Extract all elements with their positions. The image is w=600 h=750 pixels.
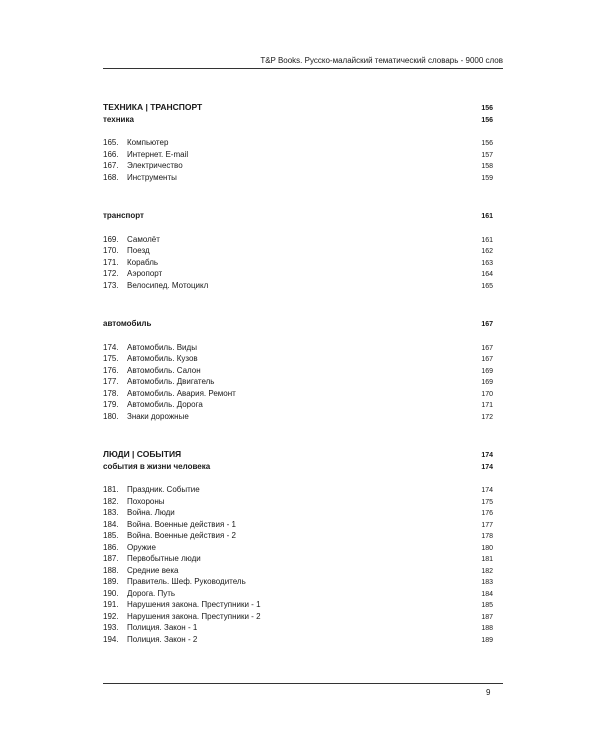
toc-entry-label — [103, 519, 236, 531]
entry-page: 156 — [481, 140, 493, 147]
toc-entry[interactable] — [103, 530, 493, 542]
toc-entry-label — [103, 622, 197, 634]
toc-entry[interactable] — [103, 172, 493, 184]
entry-page: 177 — [481, 521, 493, 529]
subsection-title: события в жизни человека — [103, 461, 211, 471]
toc-category-heading[interactable] — [103, 449, 493, 461]
toc-entry[interactable] — [103, 588, 493, 600]
toc-section — [103, 210, 493, 291]
toc-entry-label — [103, 576, 246, 588]
entry-page: 171 — [481, 402, 493, 409]
entry-title: Корабль — [127, 257, 159, 267]
toc-entry[interactable] — [103, 280, 493, 292]
subsection-page: 161 — [481, 213, 493, 220]
toc-entry-label — [103, 353, 198, 365]
entry-number: 185. — [103, 531, 119, 540]
entry-title: Компьютер — [127, 138, 169, 147]
entry-title: Электричество — [127, 161, 183, 170]
entry-number: 191. — [103, 600, 119, 609]
entry-number: 172. — [103, 269, 119, 278]
entry-title: Правитель. Шеф. Руководитель — [127, 577, 246, 586]
entry-number: 168. — [103, 172, 119, 182]
entry-title: Нарушения закона. Преступники - 1 — [127, 600, 261, 609]
entry-page: 159 — [481, 174, 493, 182]
running-header: T&P Books. Русско-малайский тематический словарь - 9000 слов — [260, 56, 503, 65]
entry-title: Война. Люди — [127, 508, 175, 517]
entry-title: Интернет. E-mail — [127, 149, 189, 159]
entry-number: 186. — [103, 542, 119, 552]
toc-entry[interactable] — [103, 365, 493, 377]
toc-entry-label — [103, 588, 175, 600]
toc-subsection-heading[interactable] — [103, 210, 493, 222]
entry-title: Автомобиль. Салон — [127, 365, 201, 375]
entry-title: Первобытные люди — [127, 554, 201, 563]
toc-entry-label — [103, 553, 201, 565]
page-number: 9 — [486, 688, 491, 697]
toc-entry-label — [103, 137, 168, 149]
toc-entry-label — [103, 496, 165, 508]
toc-entry[interactable] — [103, 376, 493, 388]
entry-page: 176 — [481, 510, 493, 517]
entry-number: 174. — [103, 342, 119, 352]
entry-page: 167 — [481, 356, 493, 363]
toc-entry[interactable] — [103, 342, 493, 354]
entry-page: 161 — [481, 236, 493, 244]
entry-title: Полиция. Закон - 1 — [127, 623, 198, 632]
entry-title: Автомобиль. Двигатель — [127, 377, 215, 386]
toc-entry[interactable] — [103, 599, 493, 611]
entry-number: 179. — [103, 400, 119, 409]
toc-entry-label — [103, 234, 160, 246]
toc-entry-label — [103, 411, 189, 423]
subsection-page: 156 — [481, 116, 493, 124]
header-rule — [103, 68, 503, 69]
toc-entry-label — [103, 376, 214, 388]
entry-number: 176. — [103, 365, 119, 375]
toc-entry-label — [103, 280, 208, 292]
entry-title: Автомобиль. Авария. Ремонт — [127, 388, 236, 398]
entry-page: 189 — [481, 636, 493, 644]
toc-entry-label — [103, 542, 156, 554]
entry-number: 180. — [103, 411, 119, 421]
toc-entry-label — [103, 365, 201, 377]
toc-entry-label — [103, 268, 162, 280]
toc-entry[interactable] — [103, 388, 493, 400]
toc-entry-label — [103, 599, 261, 611]
toc-entry[interactable] — [103, 507, 493, 519]
toc-category-heading[interactable] — [103, 102, 493, 114]
toc-entry-label — [103, 507, 175, 519]
entry-title: Инструменты — [127, 172, 177, 182]
category-page: 156 — [481, 105, 493, 112]
entry-page: 188 — [481, 625, 493, 632]
entry-number: 173. — [103, 280, 119, 290]
toc-entry[interactable] — [103, 353, 493, 365]
entry-title: Дорога. Путь — [127, 588, 176, 598]
toc-entry[interactable] — [103, 576, 493, 588]
toc-entry-label — [103, 399, 203, 411]
entry-number: 181. — [103, 485, 119, 494]
entry-title: Велосипед. Мотоцикл — [127, 280, 209, 290]
toc-entry-label — [103, 530, 236, 542]
toc-entry[interactable] — [103, 411, 493, 423]
entry-page: 175 — [481, 498, 493, 506]
toc-entry[interactable] — [103, 399, 493, 411]
spacer — [103, 125, 493, 137]
toc-entry-label — [103, 565, 178, 577]
entry-page: 181 — [481, 556, 493, 563]
entry-number: 166. — [103, 149, 119, 159]
entry-title: Знаки дорожные — [127, 411, 189, 421]
entry-title: Автомобиль. Дорога — [127, 400, 203, 409]
toc-subsection-heading[interactable] — [103, 114, 493, 126]
entry-page: 162 — [481, 248, 493, 255]
entry-title: Автомобиль. Кузов — [127, 354, 198, 363]
category-page: 174 — [481, 452, 493, 459]
subsection-title: транспорт — [103, 211, 144, 220]
toc-entry[interactable] — [103, 268, 493, 280]
toc-entry[interactable] — [103, 496, 493, 508]
toc-entry-label — [103, 611, 261, 623]
entry-page: 187 — [481, 613, 493, 621]
toc-entry[interactable] — [103, 137, 493, 149]
toc-entry[interactable] — [103, 622, 493, 634]
footer-rule — [103, 683, 503, 684]
entry-page: 182 — [481, 567, 493, 575]
toc-entry[interactable] — [103, 565, 493, 577]
entry-page: 163 — [481, 259, 493, 267]
entry-number: 192. — [103, 611, 119, 621]
toc-entry[interactable] — [103, 519, 493, 531]
toc-entry[interactable] — [103, 234, 493, 246]
toc-entry-label — [103, 634, 197, 646]
toc-entry[interactable] — [103, 553, 493, 565]
entry-page: 185 — [481, 602, 493, 609]
toc-entry-label — [103, 388, 236, 400]
toc-section — [103, 102, 493, 183]
entry-number: 178. — [103, 388, 119, 398]
entry-title: Похороны — [127, 496, 165, 506]
entry-title: Средние века — [127, 565, 179, 575]
toc-entry[interactable] — [103, 257, 493, 269]
entry-title: Полиция. Закон - 2 — [127, 634, 198, 644]
entry-number: 187. — [103, 554, 119, 563]
subsection-title: техника — [103, 114, 134, 124]
spacer — [103, 330, 493, 342]
subsection-page: 174 — [481, 463, 493, 471]
entry-page: 169 — [481, 367, 493, 375]
entry-title: Нарушения закона. Преступники - 2 — [127, 611, 261, 621]
toc-entry[interactable] — [103, 611, 493, 623]
toc-entry-label — [103, 484, 200, 496]
toc-entry[interactable] — [103, 542, 493, 554]
category-title: ЛЮДИ | СОБЫТИЯ — [103, 449, 182, 459]
entry-page: 170 — [481, 390, 493, 398]
entry-title: Автомобиль. Виды — [127, 342, 197, 352]
subsection-page: 167 — [481, 321, 493, 328]
entry-number: 188. — [103, 565, 119, 575]
entry-page: 178 — [481, 533, 493, 540]
toc-subsection-heading[interactable] — [103, 461, 493, 473]
entry-title: Праздник. Событие — [127, 485, 200, 494]
toc-entry[interactable] — [103, 634, 493, 646]
entry-number: 182. — [103, 496, 119, 506]
subsection-title: автомобиль — [103, 319, 152, 328]
toc-section — [103, 449, 493, 645]
entry-number: 190. — [103, 588, 119, 598]
entry-number: 171. — [103, 257, 119, 267]
entry-title: Война. Военные действия - 1 — [127, 519, 236, 529]
toc-entry[interactable] — [103, 245, 493, 257]
toc-entry-label — [103, 245, 150, 257]
toc-entry[interactable] — [103, 484, 493, 496]
entry-title: Война. Военные действия - 2 — [127, 531, 236, 540]
entry-number: 177. — [103, 377, 119, 386]
category-title: ТЕХНИКА | ТРАНСПОРТ — [103, 102, 203, 112]
entry-page: 184 — [481, 590, 493, 598]
entry-number: 184. — [103, 519, 119, 529]
entry-number: 167. — [103, 161, 119, 170]
toc-entry-label — [103, 160, 183, 172]
toc-entry[interactable] — [103, 160, 493, 172]
entry-number: 165. — [103, 138, 119, 147]
entry-page: 180 — [481, 544, 493, 552]
toc-entry-label — [103, 149, 188, 161]
entry-title: Оружие — [127, 542, 156, 552]
entry-number: 193. — [103, 623, 119, 632]
entry-number: 189. — [103, 577, 119, 586]
entry-number: 169. — [103, 234, 119, 244]
entry-page: 172 — [481, 413, 493, 421]
entry-page: 158 — [481, 163, 493, 170]
toc-entry-label — [103, 257, 158, 269]
entry-page: 169 — [481, 379, 493, 386]
entry-number: 170. — [103, 246, 119, 255]
toc-entry-label — [103, 342, 197, 354]
toc-entry[interactable] — [103, 149, 493, 161]
toc-entry-label — [103, 172, 177, 184]
entry-title: Аэропорт — [127, 269, 163, 278]
entry-page: 157 — [481, 151, 493, 159]
toc-section — [103, 318, 493, 422]
entry-title: Самолёт — [127, 234, 160, 244]
table-of-contents — [103, 102, 493, 672]
entry-number: 183. — [103, 508, 119, 517]
spacer — [103, 222, 493, 234]
entry-page: 174 — [481, 487, 493, 494]
entry-page: 167 — [481, 344, 493, 352]
entry-title: Поезд — [127, 246, 150, 255]
entry-number: 175. — [103, 354, 119, 363]
entry-number: 194. — [103, 634, 119, 644]
entry-page: 164 — [481, 271, 493, 278]
entry-page: 183 — [481, 579, 493, 586]
entry-page: 165 — [481, 282, 493, 290]
toc-subsection-heading[interactable] — [103, 318, 493, 330]
spacer — [103, 472, 493, 484]
